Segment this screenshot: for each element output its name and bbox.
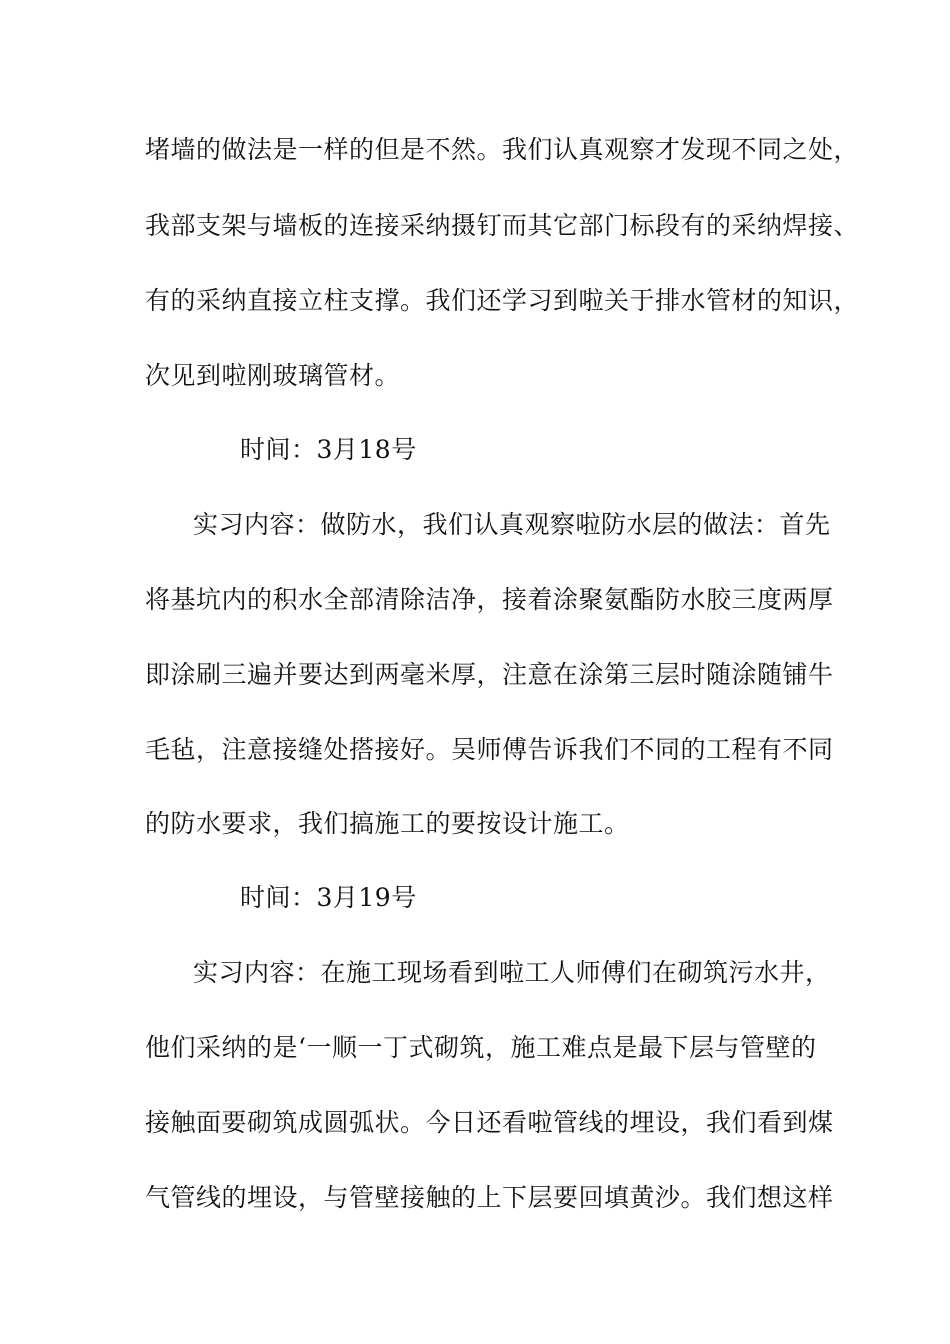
- paragraph-line: 实习内容：做防水，我们认真观察啦防水层的做法：首先: [193, 510, 831, 539]
- paragraph-line: 气管线的埋设，与管壁接触的上下层要回填黄沙。我们想这样: [145, 1183, 834, 1212]
- paragraph-line: 将基坑内的积水全部清除洁净，接着涂聚氨酯防水胶三度两厚: [145, 585, 834, 614]
- paragraph-line: 我部支架与墙板的连接采纳摄钉而其它部门标段有的采纳焊接、: [145, 211, 860, 240]
- paragraph-line: 次见到啦刚玻璃管材。: [145, 361, 401, 390]
- paragraph-line: 接触面要砌筑成圆弧状。今日还看啦管线的埋设，我们看到煤: [145, 1108, 834, 1137]
- date-heading: 时间：3月19号: [240, 883, 417, 912]
- paragraph-line: 堵墙的做法是一样的但是不然。我们认真观察才发现不同之处，: [145, 135, 860, 164]
- paragraph-line: 即涂刷三遍并要达到两毫米厚，注意在涂第三层时随涂随铺牛: [145, 660, 834, 689]
- paragraph-line: 毛毡，注意接缝处搭接好。吴师傅告诉我们不同的工程有不同: [145, 735, 834, 764]
- paragraph-line: 有的采纳直接立柱支撑。我们还学习到啦关于排水管材的知识，: [145, 286, 860, 315]
- date-heading: 时间：3月18号: [240, 435, 417, 464]
- paragraph-line: 的防水要求，我们搞施工的要按设计施工。: [145, 809, 630, 838]
- paragraph-line: 他们采纳的是‘一顺一丁式砌筑，施工难点是最下层与管壁的: [145, 1033, 817, 1062]
- paragraph-line: 实习内容：在施工现场看到啦工人师傅们在砌筑污水井，: [193, 958, 831, 987]
